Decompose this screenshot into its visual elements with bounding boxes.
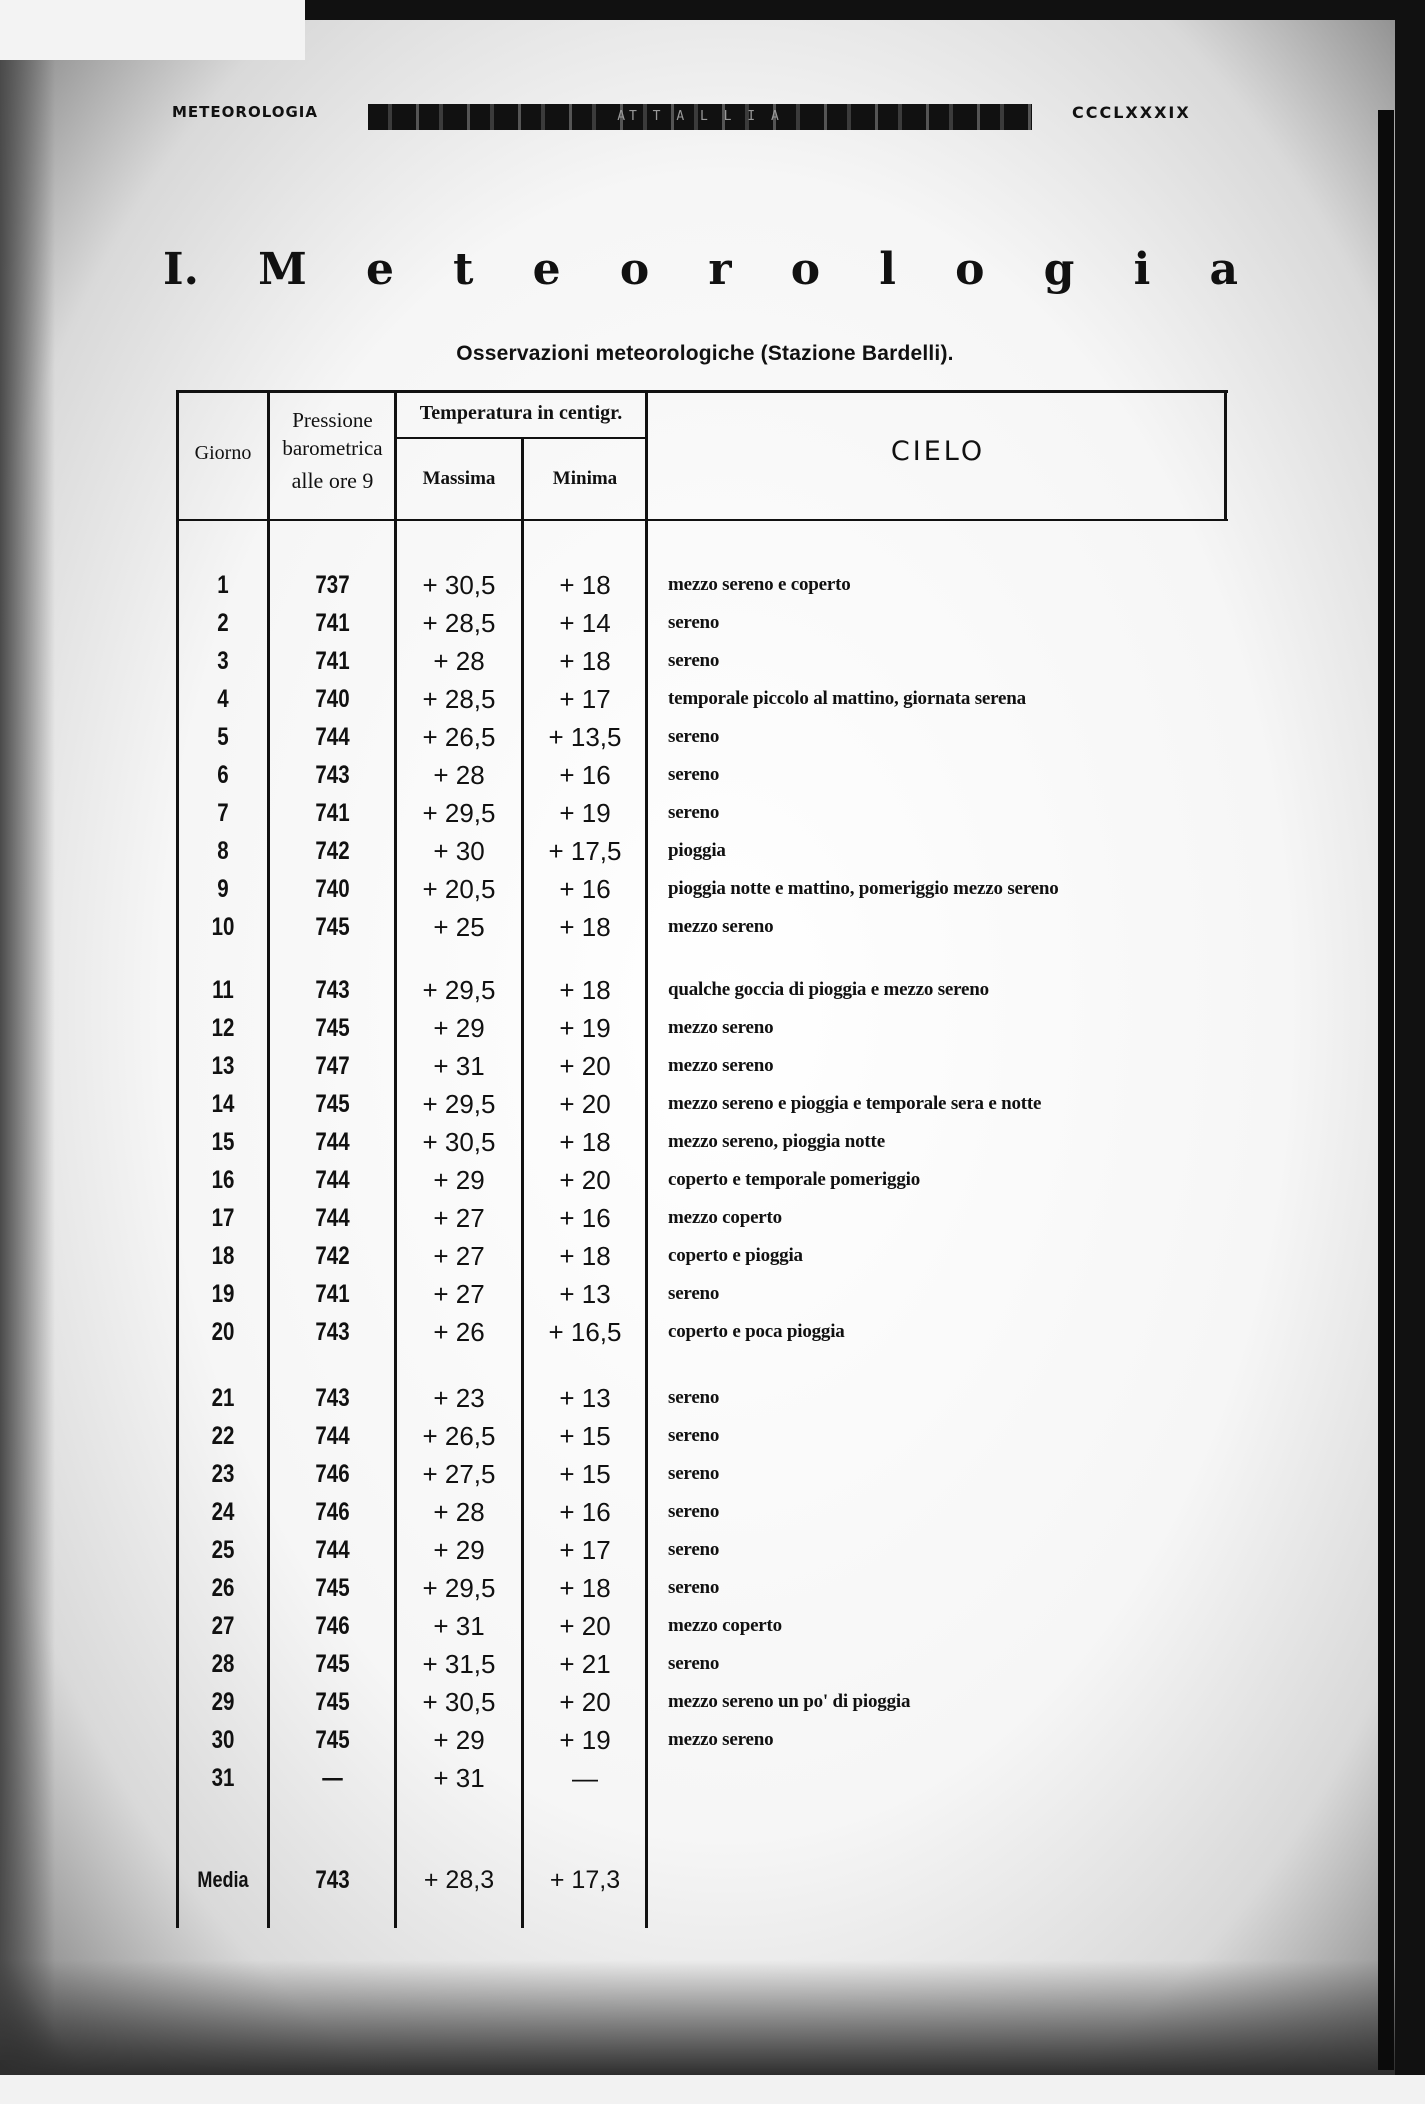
page-title: [163, 244, 1238, 295]
cell-massima: + 26,5: [422, 722, 496, 752]
title-letter: i: [1133, 244, 1151, 295]
cell-minima: + 16: [559, 1203, 611, 1233]
cell-pressione: 747: [315, 1052, 350, 1080]
table-row: [0, 1533, 1240, 1567]
cell-minima: + 16,5: [548, 1317, 622, 1347]
cell-minima: + 20: [559, 1611, 611, 1641]
table-row: [0, 910, 1240, 944]
cell-giorno: 6: [217, 761, 229, 789]
cell-minima: + 19: [559, 798, 611, 828]
table-row: [0, 1125, 1240, 1159]
cell-pressione: 740: [315, 875, 350, 903]
cell-giorno: 2: [217, 609, 229, 637]
table-row: [0, 1163, 1240, 1197]
table-caption: Osservazioni meteorologiche (Stazione Bardelli).: [456, 342, 954, 365]
table-row: [0, 1457, 1240, 1491]
cell-pressione: —: [322, 1764, 343, 1792]
cell-cielo: mezzo coperto: [668, 1207, 782, 1228]
cell-massima: + 31,5: [422, 1649, 496, 1679]
title-number: I.: [163, 244, 199, 295]
cell-giorno: 23: [211, 1460, 235, 1488]
cell-massima: + 29,5: [422, 798, 496, 828]
cell-minima: + 18: [559, 646, 611, 676]
cell-massima: + 31: [433, 1611, 485, 1641]
cell-massima: + 27: [433, 1241, 485, 1271]
cell-giorno: 10: [211, 913, 235, 941]
cell-cielo: pioggia notte e mattino, pomeriggio mezzo sereno: [668, 878, 1059, 899]
cell-cielo: mezzo sereno un po' di pioggia: [668, 1691, 911, 1712]
cell-pressione: 741: [315, 647, 350, 675]
header-bottom-rule: [176, 519, 1228, 521]
cell-cielo: sereno: [668, 764, 720, 785]
table-row: [0, 1381, 1240, 1415]
cell-minima: —: [572, 1763, 598, 1793]
cell-pressione: 744: [315, 1128, 350, 1156]
cell-giorno: 14: [211, 1090, 235, 1118]
cell-giorno: 7: [217, 799, 229, 827]
cell-giorno: 5: [217, 723, 229, 751]
header-pressione-line1: Pressione: [292, 408, 373, 432]
cell-massima: + 29,5: [422, 975, 496, 1005]
header-temperatura: Temperatura in centigr.: [419, 402, 623, 424]
cell-giorno: 25: [211, 1536, 235, 1564]
cell-massima: + 31: [433, 1051, 485, 1081]
cell-pressione: 744: [315, 1166, 350, 1194]
title-letter: a: [1209, 244, 1238, 295]
table-row-media: [0, 1863, 1240, 1897]
cell-pressione: 745: [315, 1726, 350, 1754]
cell-pressione: 745: [315, 1688, 350, 1716]
title-letter: t: [453, 244, 474, 295]
cell-massima: + 20,5: [422, 874, 496, 904]
cell-giorno: 13: [211, 1052, 235, 1080]
table-row: [0, 1201, 1240, 1235]
cell-cielo: coperto e pioggia: [668, 1245, 803, 1266]
cell-pressione: 746: [315, 1612, 350, 1640]
running-header-band: AT T A L L I A: [368, 104, 1032, 130]
cell-minima: + 18: [559, 1127, 611, 1157]
cell-massima: + 28,5: [422, 608, 496, 638]
cell-media-label: Media: [197, 1867, 249, 1892]
header-cielo: CIELO: [890, 436, 986, 467]
cell-minima: + 15: [559, 1459, 611, 1489]
cell-minima: + 14: [559, 608, 611, 638]
cell-massima: + 27,5: [422, 1459, 496, 1489]
title-letter: l: [879, 244, 896, 295]
cell-cielo: sereno: [668, 1539, 720, 1560]
cell-massima: + 28,5: [422, 684, 496, 714]
cell-pressione: 741: [315, 1280, 350, 1308]
table-row: [0, 1609, 1240, 1643]
cell-minima: + 17: [559, 684, 611, 714]
header-minima: Minima: [552, 468, 618, 489]
cell-cielo: mezzo coperto: [668, 1615, 782, 1636]
cell-giorno: 9: [217, 875, 229, 903]
cell-minima: + 18: [559, 570, 611, 600]
cell-giorno: 20: [211, 1318, 235, 1346]
title-letter: o: [955, 244, 985, 295]
table-row: [0, 1723, 1240, 1757]
cell-massima: + 23: [433, 1383, 485, 1413]
header-pressione-line3: alle ore 9: [291, 468, 374, 493]
cell-minima: + 19: [559, 1013, 611, 1043]
cell-media-massima: + 28,3: [423, 1866, 495, 1894]
cell-pressione: 745: [315, 1650, 350, 1678]
cell-media-pressione: 743: [315, 1866, 350, 1894]
cell-pressione: 746: [315, 1498, 350, 1526]
title-letter: e: [365, 244, 394, 295]
table-row: [0, 1277, 1240, 1311]
cell-pressione: 740: [315, 685, 350, 713]
cell-pressione: 745: [315, 913, 350, 941]
cell-minima: + 20: [559, 1051, 611, 1081]
table-row: [0, 1685, 1240, 1719]
title-letter: o: [619, 244, 650, 295]
cell-giorno: 24: [211, 1498, 235, 1526]
table-row: [0, 872, 1240, 906]
cell-minima: + 16: [559, 874, 611, 904]
cell-massima: + 30: [433, 836, 485, 866]
cell-pressione: 744: [315, 1204, 350, 1232]
cell-giorno: 19: [211, 1280, 235, 1308]
title-letter: o: [790, 244, 821, 295]
scan-shadow-bottom: [0, 1960, 1395, 2075]
cell-pressione: 743: [315, 976, 350, 1004]
cell-massima: + 30,5: [422, 1127, 496, 1157]
cell-cielo: mezzo sereno, pioggia notte: [668, 1131, 885, 1152]
cell-pressione: 742: [315, 837, 350, 865]
table-row: [0, 1647, 1240, 1681]
cell-massima: + 27: [433, 1279, 485, 1309]
cell-giorno: 3: [217, 647, 229, 675]
cell-massima: + 26: [433, 1317, 485, 1347]
cell-cielo: qualche goccia di pioggia e mezzo sereno: [668, 979, 989, 1000]
scan-edge-bar: [1378, 110, 1394, 2070]
title-letter: g: [1043, 244, 1075, 295]
cell-massima: + 28: [433, 760, 485, 790]
cell-cielo: sereno: [668, 1653, 720, 1674]
table-row: [0, 568, 1240, 602]
cell-minima: + 20: [559, 1165, 611, 1195]
cell-minima: + 17,5: [548, 836, 622, 866]
cell-giorno: 8: [217, 837, 229, 865]
cell-cielo: sereno: [668, 1577, 720, 1598]
table-top-rule: [176, 390, 1228, 393]
cell-giorno: 16: [211, 1166, 235, 1194]
cell-cielo: mezzo sereno: [668, 1729, 774, 1750]
table-row: [0, 1011, 1240, 1045]
table-row: [0, 606, 1240, 640]
cell-pressione: 743: [315, 1384, 350, 1412]
cell-pressione: 744: [315, 1536, 350, 1564]
cell-cielo: mezzo sereno: [668, 916, 774, 937]
table-row: [0, 758, 1240, 792]
table-row: [0, 1049, 1240, 1083]
cell-giorno: 29: [211, 1688, 235, 1716]
cell-pressione: 745: [315, 1014, 350, 1042]
cell-giorno: 12: [211, 1014, 235, 1042]
cell-pressione: 741: [315, 799, 350, 827]
cell-minima: + 17: [559, 1535, 611, 1565]
cell-cielo: coperto e temporale pomeriggio: [668, 1169, 920, 1190]
running-header-page-number: CCCLXXXIX: [1072, 103, 1191, 122]
cell-pressione: 744: [315, 1422, 350, 1450]
title-letter: M: [258, 244, 307, 295]
cell-pressione: 737: [315, 571, 350, 599]
cell-massima: + 30,5: [422, 570, 496, 600]
cell-minima: + 18: [559, 912, 611, 942]
cell-pressione: 742: [315, 1242, 350, 1270]
cell-cielo: mezzo sereno: [668, 1055, 774, 1076]
cell-minima: + 13,5: [548, 722, 622, 752]
header-pressione-line2: barometrica: [282, 436, 383, 460]
cell-minima: + 18: [559, 975, 611, 1005]
cell-minima: + 13: [559, 1383, 611, 1413]
cell-minima: + 16: [559, 1497, 611, 1527]
cell-giorno: 1: [217, 571, 229, 599]
cell-giorno: 17: [211, 1204, 235, 1232]
cell-giorno: 11: [212, 976, 234, 1004]
cell-massima: + 29: [433, 1013, 485, 1043]
cell-pressione: 746: [315, 1460, 350, 1488]
cell-cielo: coperto e poca pioggia: [668, 1321, 845, 1342]
cell-media-minima: + 17,3: [549, 1866, 621, 1894]
title-letter: e: [532, 244, 561, 295]
cell-minima: + 20: [559, 1089, 611, 1119]
cell-pressione: 743: [315, 1318, 350, 1346]
cell-cielo: sereno: [668, 650, 720, 671]
cell-cielo: sereno: [668, 802, 720, 823]
cell-massima: + 29,5: [422, 1089, 496, 1119]
table-row: [0, 720, 1240, 754]
cell-minima: + 19: [559, 1725, 611, 1755]
cell-massima: + 29: [433, 1725, 485, 1755]
cell-giorno: 31: [211, 1764, 235, 1792]
cell-pressione: 744: [315, 723, 350, 751]
cell-minima: + 20: [559, 1687, 611, 1717]
cell-cielo: mezzo sereno: [668, 1017, 774, 1038]
cell-cielo: temporale piccolo al mattino, giornata serena: [668, 688, 1026, 709]
table-row: [0, 644, 1240, 678]
cell-pressione: 745: [315, 1090, 350, 1118]
scan-margin-bottom: [0, 2075, 1425, 2104]
cell-giorno: 22: [211, 1422, 235, 1450]
table-row: [0, 1315, 1240, 1349]
cell-massima: + 25: [433, 912, 485, 942]
title-letter: r: [708, 244, 732, 295]
cell-cielo: sereno: [668, 1283, 720, 1304]
cell-cielo: sereno: [668, 612, 720, 633]
header-massima: Massima: [422, 468, 496, 489]
cell-massima: + 29: [433, 1535, 485, 1565]
table-row: [0, 1761, 1240, 1795]
cell-pressione: 743: [315, 761, 350, 789]
cell-minima: + 16: [559, 760, 611, 790]
cell-massima: + 26,5: [422, 1421, 496, 1451]
cell-giorno: 30: [211, 1726, 235, 1754]
cell-cielo: sereno: [668, 1463, 720, 1484]
cell-cielo: sereno: [668, 1501, 720, 1522]
table-row: [0, 682, 1240, 716]
cell-cielo: mezzo sereno e coperto: [668, 574, 851, 595]
cell-massima: + 28: [433, 1497, 485, 1527]
table-row: [0, 796, 1240, 830]
cell-giorno: 18: [211, 1242, 235, 1270]
cell-cielo: sereno: [668, 1387, 720, 1408]
table-row: [0, 1419, 1240, 1453]
table-row: [0, 1087, 1240, 1121]
cell-cielo: pioggia: [668, 840, 726, 861]
cell-massima: + 30,5: [422, 1687, 496, 1717]
cell-pressione: 741: [315, 609, 350, 637]
cell-cielo: mezzo sereno e pioggia e temporale sera e notte: [668, 1093, 1042, 1114]
cell-pressione: 745: [315, 1574, 350, 1602]
cell-minima: + 18: [559, 1573, 611, 1603]
cell-giorno: 28: [211, 1650, 235, 1678]
table-row: [0, 1495, 1240, 1529]
cell-giorno: 4: [217, 685, 229, 713]
cell-minima: + 21: [559, 1649, 611, 1679]
cell-giorno: 15: [211, 1128, 235, 1156]
cell-cielo: sereno: [668, 1425, 720, 1446]
cell-giorno: 26: [211, 1574, 235, 1602]
cell-minima: + 18: [559, 1241, 611, 1271]
cell-cielo: sereno: [668, 726, 720, 747]
table-row: [0, 1239, 1240, 1273]
cell-giorno: 21: [211, 1384, 235, 1412]
table-row: [0, 973, 1240, 1007]
cell-giorno: 27: [211, 1612, 235, 1640]
cell-massima: + 29: [433, 1165, 485, 1195]
header-giorno: Giorno: [194, 442, 252, 464]
cell-massima: + 27: [433, 1203, 485, 1233]
table-row: [0, 834, 1240, 868]
cell-minima: + 15: [559, 1421, 611, 1451]
scan-margin: [0, 0, 305, 60]
running-header-left: METEOROLOGIA: [172, 103, 318, 121]
cell-minima: + 13: [559, 1279, 611, 1309]
table-row: [0, 1571, 1240, 1605]
cell-massima: + 28: [433, 646, 485, 676]
cell-massima: + 31: [433, 1763, 485, 1793]
cell-massima: + 29,5: [422, 1573, 496, 1603]
